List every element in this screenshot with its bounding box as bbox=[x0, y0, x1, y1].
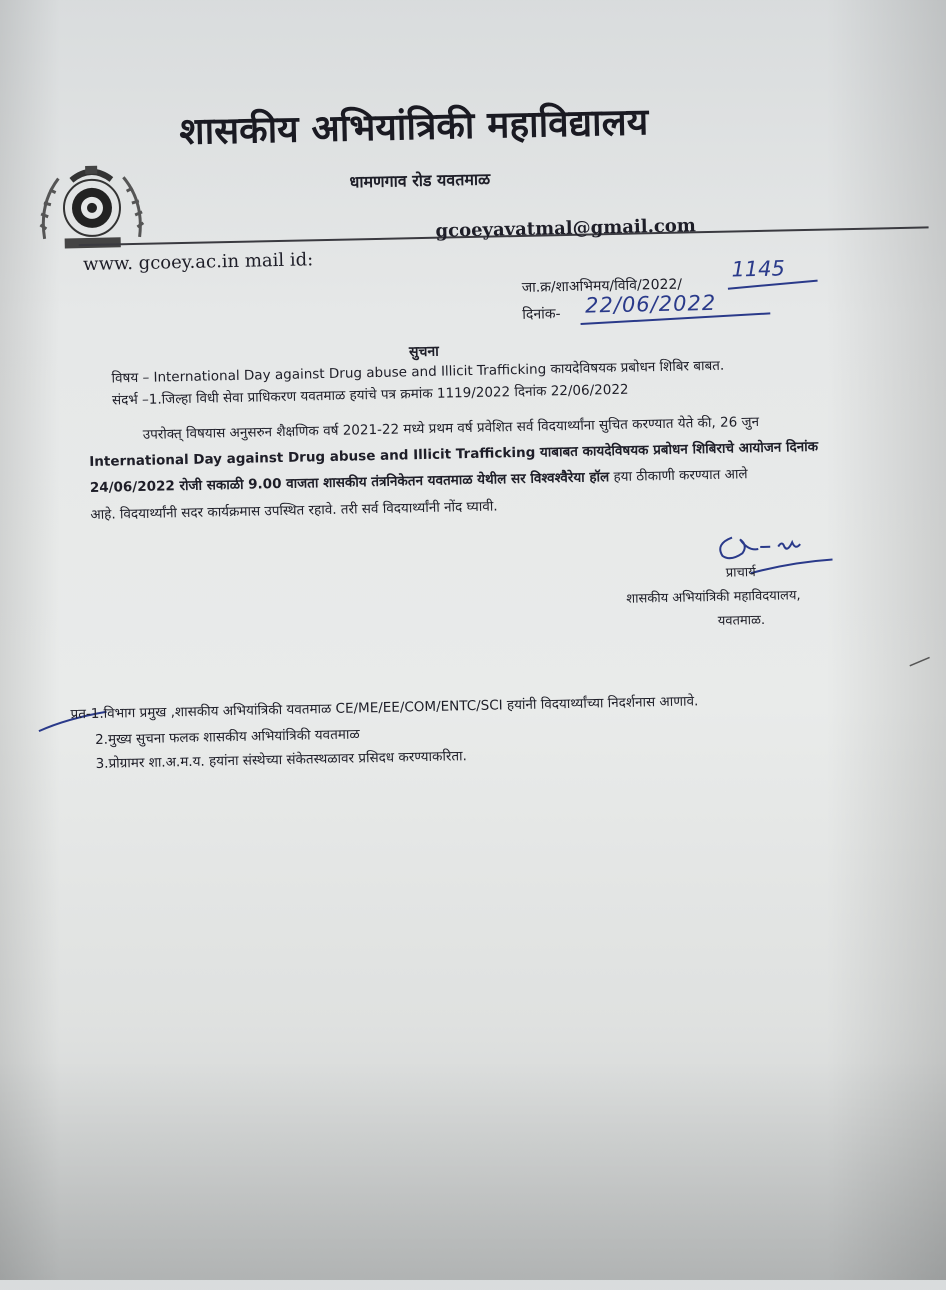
notice-body-line: उपरोक्त् विषयास अनुसरुन शैक्षणिक वर्ष 2021-22 मध्ये प्रथम वर्ष प्रवेशित सर्व विदयार्थ्यांना सुचित करण्यात येते की, 26 जुन bbox=[142, 413, 760, 443]
college-address: धामणगाव रोड यवतमाळ bbox=[349, 169, 491, 192]
college-email: gcoeyavatmal@gmail.com bbox=[435, 215, 697, 242]
notice-subject: विषय – International Day against Drug abuse and Illicit Trafficking कायदेविषयक प्रबोधन शिबिर बाबत. bbox=[111, 357, 725, 387]
notice-body-line: आहे. विदयार्थ्यांनी सदर कार्यक्रमास उपस्थित रहावे. तरी सर्व विदयार्थ्यांनी नोंद घ्यावी. bbox=[90, 498, 498, 523]
notice-body-line: International Day against Drug abuse and Illicit Trafficking याबाबत कायदेविषयक प्रबोधन शिबिराचे आयोजन दिनांक bbox=[89, 438, 819, 471]
date-handwritten: 22/06/2022 bbox=[584, 290, 717, 318]
signatory-institution: शासकीय अभियांत्रिकी महाविदयालय, bbox=[626, 588, 801, 607]
copy-list-item: प्रत-1.विभाग प्रमुख ,शासकीय अभियांत्रिकी यवतमाळ CE/ME/EE/COM/ENTC/SCI हयांनी विदयार्थ्यांच्या निदर्शनास आणावे. bbox=[70, 693, 699, 723]
college-website: www. gcoey.ac.in mail id: bbox=[82, 249, 314, 276]
signatory-designation: प्राचार्य bbox=[725, 565, 756, 581]
date-label: दिनांक- bbox=[522, 306, 561, 323]
event-details: 24/06/2022 रोजी सकाळी 9.00 वाजता शासकीय तंत्रनिकेतन यवतमाळ येथील सर विश्वश्वैरेया हॉल bbox=[89, 469, 610, 497]
event-details-rest: हया ठीकाणी करण्यात आले bbox=[609, 466, 748, 486]
copy-list-item: 2.मुख्य सुचना फलक शासकीय अभियांत्रिकी यवतमाळ bbox=[94, 726, 360, 748]
pen-mark-icon bbox=[908, 655, 932, 667]
college-emblem-icon bbox=[33, 157, 150, 254]
notice-title: सुचना bbox=[408, 343, 439, 361]
notice-reference: संदर्भ –1.जिल्हा विधी सेवा प्राधिकरण यवतमाळ हयांचे पत्र क्रमांक 1119/2022 दिनांक 22/06/2022 bbox=[111, 381, 629, 409]
signatory-city: यवतमाळ. bbox=[717, 612, 766, 629]
copy-list-item: 3.प्रोग्रामर शा.अ.म.य. हयांना संस्थेच्या संकेतस्थळावर प्रसिदध करण्याकरिता. bbox=[95, 748, 468, 772]
reference-number-handwritten: 1145 bbox=[731, 256, 786, 282]
reference-number-label: जा.क्र/शाअभिमय/विवि/2022/ bbox=[521, 276, 683, 296]
college-name: शासकीय अभियांत्रिकी महाविद्यालय bbox=[178, 100, 649, 154]
